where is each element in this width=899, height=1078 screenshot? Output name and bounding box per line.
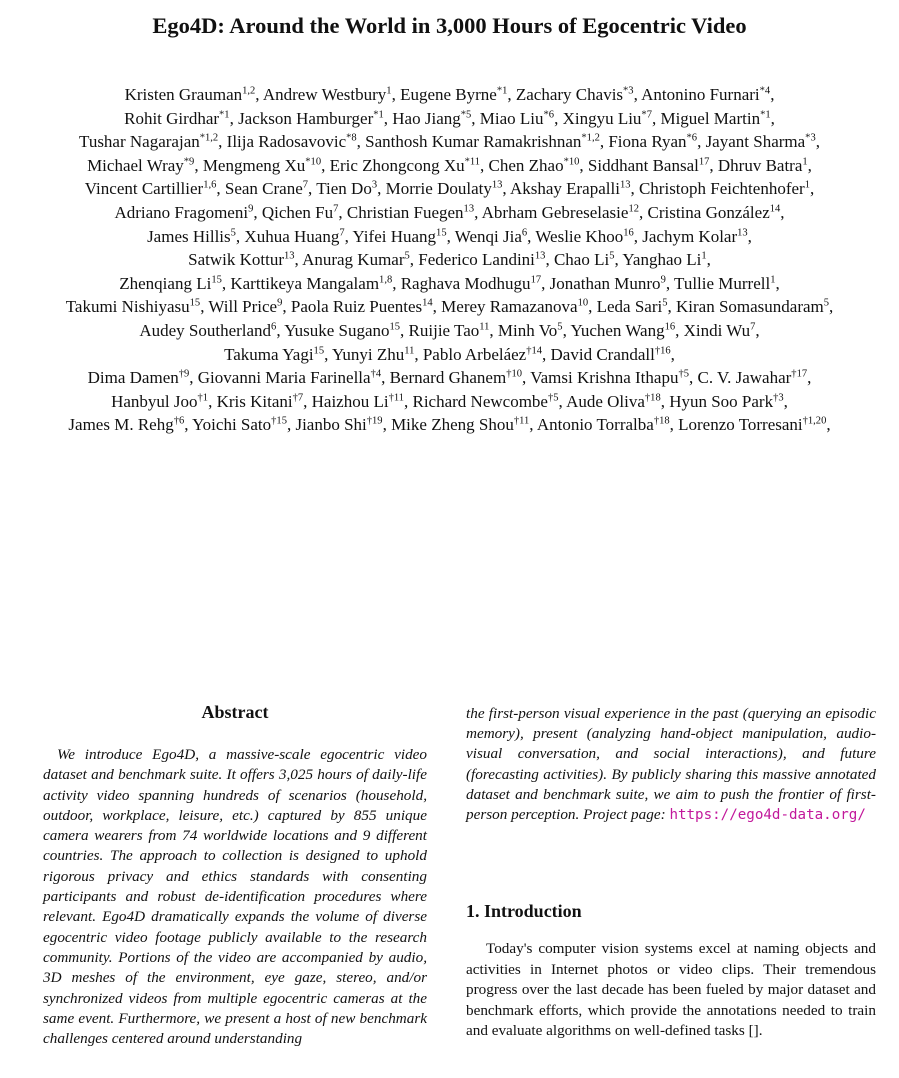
author-name: Kris Kitani$^{\dagger 7}$ — [216, 391, 304, 411]
author-line: Takuma Yagi$^{15}$, Yunyi Zhu$^{11}$, Pablo Arbeláez$^{\dagger 14}$, David Crandall$^{\dagger 16}$, — [224, 344, 675, 364]
author-name: Dima Damen$^{\dagger 9}$ — [87, 368, 190, 388]
author-affiliation-mark: †3 — [773, 392, 784, 404]
author-affiliation-mark: *1 — [373, 109, 384, 121]
abstract-continuation — [466, 704, 876, 825]
author-line: Takumi Nishiyasu$^{15}$, Will Price$^9$, Paola Ruiz Puentes$^{14}$, Merey Ramazanova$^{10}$, Leda Sari$^5$, Kiran Somasundaram$^5$, — [65, 297, 834, 317]
author-affiliation-mark: †10 — [506, 368, 522, 380]
author-affiliation-mark: *1 — [760, 109, 771, 121]
author-name: Zachary Chavis$^{*3}$ — [515, 85, 634, 104]
author-name: Yunyi Zhu$^{11}$ — [331, 344, 415, 364]
author-line: Tushar Nagarajan$^{*1,2}$, Ilija Radosavovic$^{*8}$, Santhosh Kumar Ramakrishnan$^{*1,2}$, Fiona Ryan$^{*6}$, Jayant Sharma$^{*3}$, — [79, 132, 820, 152]
author-name: Mike Zheng Shou$^{\dagger 11}$ — [391, 415, 530, 435]
author-name: Will Price$^9$ — [208, 297, 283, 317]
author-name: Rohit Girdhar$^{*1}$ — [124, 108, 230, 128]
author-line: Audey Southerland$^6$, Yusuke Sugano$^{15}$, Ruijie Tao$^{11}$, Minh Vo$^5$, Yuchen Wang$^{16}$, Xindi Wu$^7$, — [139, 320, 760, 340]
author-line: Adriano Fragomeni$^9$, Qichen Fu$^7$, Christian Fuegen$^{13}$, Abrham Gebreselasie$^{12}$, Cristina González$^{14}$, — [114, 202, 785, 222]
author-name: Richard Newcombe$^{\dagger 5}$ — [412, 391, 559, 411]
author-affiliation-mark: 11 — [404, 345, 415, 356]
author-affiliation-mark: 1 — [386, 85, 392, 97]
author-affiliation-mark: †14 — [526, 345, 543, 356]
author-name: Siddhant Bansal$^{17}$ — [587, 155, 710, 175]
author-affiliation-mark: †11 — [513, 415, 530, 427]
author-name: Miguel Martin$^{*1}$ — [660, 108, 771, 128]
author-affiliation-mark: 6 — [521, 227, 528, 239]
author-affiliation-mark: †1,20 — [802, 415, 827, 427]
author-affiliation-mark: *4 — [759, 85, 771, 97]
author-line: James Hillis$^5$, Xuhua Huang$^7$, Yifei Huang$^{15}$, Wenqi Jia$^6$, Weslie Khoo$^{16}$, Jachym Kolar$^{13}$, — [147, 226, 752, 246]
author-affiliation-mark: 1,6 — [203, 179, 217, 191]
author-affiliation-mark: 15 — [313, 345, 325, 356]
author-affiliation-mark: 14 — [422, 297, 433, 309]
author-affiliation-mark: †4 — [370, 368, 382, 380]
author-name: Jayant Sharma$^{*3}$ — [705, 132, 816, 152]
author-affiliation-mark: 6 — [271, 321, 277, 333]
author-name: Jonathan Munro$^9$ — [549, 273, 666, 293]
author-affiliation-mark: 7 — [333, 203, 339, 215]
author-name: Weslie Khoo$^{16}$ — [535, 226, 634, 246]
author-name: Yuchen Wang$^{16}$ — [570, 320, 676, 340]
author-name: Sean Crane$^7$ — [224, 179, 309, 199]
author-affiliation-mark: †19 — [366, 415, 383, 427]
author-affiliation-mark: †18 — [644, 392, 661, 404]
author-affiliation-mark: †11 — [388, 392, 404, 404]
author-name: C. V. Jawahar$^{\dagger 17}$ — [697, 368, 808, 388]
abstract-text-right-body: the first-person visual experience in the past (querying an episodic memory), present (analyzing hand-object manipulation, audio-visual conversation, and social interactions), and future (forecasting activities). By publicly sharing this massive annotated dataset and benchmark suite, we aim to push the frontier of first-person perception. Project page: — [466, 705, 876, 824]
author-affiliation-mark: †7 — [292, 392, 304, 404]
author-affiliation-mark: 5 — [557, 321, 563, 333]
author-affiliation-mark: †18 — [653, 415, 670, 427]
author-affiliation-mark: 5 — [230, 227, 236, 239]
introduction-body: Today's computer vision systems excel at naming objects and activities in Internet photos or video clips. Their tremendous progress over the last decade has been fueled by major dataset and benchmark efforts, which provide the annotations needed to train and evaluate algorithms on well-defined tasks — [466, 940, 876, 1040]
author-name: Leda Sari$^5$ — [596, 297, 668, 317]
author-name: Paola Ruiz Puentes$^{14}$ — [290, 297, 433, 317]
author-name: Antonio Torralba$^{\dagger 18}$ — [536, 415, 670, 435]
abstract-column — [43, 702, 427, 1049]
author-line: Satwik Kottur$^{13}$, Anurag Kumar$^5$, Federico Landini$^{13}$, Chao Li$^5$, Yanghao Li$^1$, — [188, 250, 711, 270]
author-name: Andrew Westbury$^1$ — [262, 85, 392, 104]
author-name: Takumi Nishiyasu$^{15}$ — [65, 297, 201, 317]
author-name: Karttikeya Mangalam$^{1,8}$ — [230, 273, 393, 293]
author-affiliation-mark: 7 — [339, 227, 345, 239]
author-name: Adriano Fragomeni$^9$ — [114, 202, 254, 222]
author-affiliation-mark: 1 — [802, 156, 808, 168]
author-name: Xuhua Huang$^7$ — [244, 226, 345, 246]
author-affiliation-mark: †1 — [197, 392, 209, 404]
author-affiliation-mark: *9 — [183, 156, 195, 168]
author-name: Lorenzo Torresani$^{\dagger 1,20}$ — [678, 415, 827, 435]
author-name: Vamsi Krishna Ithapu$^{\dagger 5}$ — [530, 368, 689, 388]
author-affiliation-mark: 3 — [371, 179, 378, 191]
author-line: Rohit Girdhar$^{*1}$, Jackson Hamburger$^{*1}$, Hao Jiang$^{*5}$, Miao Liu$^{*6}$, Xingyu Liu$^{*7}$, Miguel Martin$^{*1}$, — [124, 108, 775, 128]
author-affiliation-mark: 5 — [662, 297, 668, 309]
author-name: Ruijie Tao$^{11}$ — [408, 320, 490, 340]
author-name: Mengmeng Xu$^{*10}$ — [202, 155, 322, 175]
author-affiliation-mark: 13 — [463, 203, 475, 215]
author-affiliation-mark: *6 — [686, 132, 698, 144]
author-name: Ilija Radosavovic$^{*8}$ — [226, 132, 357, 152]
author-name: Takuma Yagi$^{15}$ — [224, 344, 325, 364]
author-affiliation-mark: 7 — [750, 321, 756, 333]
paper-title: Ego4D: Around the World in 3,000 Hours of Egocentric Video — [152, 13, 747, 38]
author-affiliation-mark: 16 — [623, 227, 634, 239]
author-affiliation-mark: *6 — [543, 109, 555, 121]
author-name: Kiran Somasundaram$^5$ — [676, 297, 830, 317]
author-affiliation-mark: *5 — [460, 109, 472, 121]
author-affiliation-mark: 5 — [609, 250, 615, 262]
author-name: Morrie Doulaty$^{13}$ — [385, 179, 503, 199]
author-name: Giovanni Maria Farinella$^{\dagger 4}$ — [197, 368, 382, 388]
author-name: Tushar Nagarajan$^{*1,2}$ — [79, 132, 219, 152]
author-line: Kristen Grauman$^{1,2}$, Andrew Westbury$^1$, Eugene Byrne$^{*1}$, Zachary Chavis$^{*3}$, Antonino Furnari$^{*4}$, — [124, 85, 775, 104]
author-name: Zhenqiang Li$^{15}$ — [119, 273, 222, 293]
author-name: Merey Ramazanova$^{10}$ — [441, 297, 589, 317]
author-affiliation-mark: 17 — [698, 156, 710, 168]
author-affiliation-mark: †15 — [271, 415, 287, 427]
author-name: Wenqi Jia$^6$ — [454, 226, 528, 246]
author-name: Akshay Erapalli$^{13}$ — [509, 179, 631, 199]
author-affiliation-mark: †6 — [173, 415, 185, 427]
author-affiliation-mark: †9 — [178, 368, 190, 380]
author-affiliation-mark: 13 — [283, 250, 295, 262]
author-affiliation-mark: *3 — [805, 132, 816, 144]
author-name: Bernard Ghanem$^{\dagger 10}$ — [389, 368, 522, 388]
author-name: Satwik Kottur$^{13}$ — [188, 250, 295, 270]
author-name: Miao Liu$^{*6}$ — [479, 108, 555, 128]
author-name: David Crandall$^{\dagger 16}$ — [550, 344, 671, 364]
author-name: Eugene Byrne$^{*1}$ — [400, 85, 508, 104]
author-affiliation-mark: *1,2 — [581, 132, 600, 144]
author-name: Chen Zhao$^{*10}$ — [488, 155, 580, 175]
author-name: Aude Oliva$^{\dagger 18}$ — [566, 391, 661, 411]
author-line: Dima Damen$^{\dagger 9}$, Giovanni Maria Farinella$^{\dagger 4}$, Bernard Ghanem$^{\dagger 10}$, Vamsi Krishna Ithapu$^{\dagger 5}$, C. V. Jawahar$^{\dagger 17}$, — [87, 368, 812, 388]
author-name: Kristen Grauman$^{1,2}$ — [124, 85, 256, 104]
author-affiliation-mark: *10 — [305, 156, 322, 168]
author-name: Santhosh Kumar Ramakrishnan$^{*1,2}$ — [365, 132, 600, 152]
author-name: Federico Landini$^{13}$ — [418, 250, 546, 270]
author-affiliation-mark: *1,2 — [199, 132, 219, 144]
author-name: Anurag Kumar$^5$ — [302, 250, 410, 270]
author-affiliation-mark: 9 — [277, 297, 283, 309]
author-affiliation-mark: 1,8 — [379, 274, 393, 286]
author-affiliation-mark: 9 — [248, 203, 254, 215]
author-name: Minh Vo$^5$ — [497, 320, 563, 340]
author-affiliation-mark: 1 — [701, 250, 707, 262]
author-name: Chao Li$^5$ — [553, 250, 615, 270]
author-name: Pablo Arbeláez$^{\dagger 14}$ — [422, 344, 543, 364]
author-name: Michael Wray$^{*9}$ — [87, 155, 195, 175]
author-name: Xingyu Liu$^{*7}$ — [562, 108, 652, 128]
author-line: Zhenqiang Li$^{15}$, Karttikeya Mangalam$^{1,8}$, Raghava Modhugu$^{17}$, Jonathan Munro$^9$, Tullie Murrell$^1$, — [119, 273, 780, 293]
abstract-text-right — [466, 704, 876, 825]
author-name: Yusuke Sugano$^{15}$ — [284, 320, 401, 340]
author-name: Cristina González$^{14}$ — [647, 202, 781, 222]
author-affiliation-mark: 7 — [302, 179, 309, 191]
author-affiliation-mark: 15 — [211, 274, 222, 286]
author-affiliation-mark: *10 — [563, 156, 580, 168]
author-affiliation-mark: 1,2 — [242, 85, 256, 97]
author-affiliation-mark: 13 — [737, 227, 748, 239]
author-affiliation-mark: *3 — [623, 85, 634, 97]
author-name: James M. Rehg$^{\dagger 6}$ — [68, 415, 185, 435]
author-name: Hyun Soo Park$^{\dagger 3}$ — [669, 391, 784, 411]
author-name: Hao Jiang$^{*5}$ — [392, 108, 472, 128]
introduction-heading: 1. Introduction — [466, 901, 582, 921]
author-name: Xindi Wu$^7$ — [683, 320, 756, 340]
author-affiliation-mark: †5 — [547, 392, 559, 404]
author-affiliation-mark: *1 — [496, 85, 508, 97]
author-line: Vincent Cartillier$^{1,6}$, Sean Crane$^7$, Tien Do$^3$, Morrie Doulaty$^{13}$, Akshay Erapalli$^{13}$, Christoph Feichtenhofer$^1$, — [84, 179, 815, 199]
author-affiliation-mark: †16 — [654, 345, 671, 356]
author-affiliation-mark: 9 — [660, 274, 666, 286]
author-affiliation-mark: †5 — [678, 368, 689, 380]
author-affiliation-mark: *8 — [346, 132, 357, 144]
author-affiliation-mark: 1 — [804, 179, 810, 191]
author-affiliation-mark: 12 — [628, 203, 639, 215]
author-name: James Hillis$^5$ — [147, 226, 236, 246]
author-name: Vincent Cartillier$^{1,6}$ — [84, 179, 217, 199]
author-name: Yifei Huang$^{15}$ — [352, 226, 447, 246]
author-name: Jianbo Shi$^{\dagger 19}$ — [295, 415, 383, 435]
author-name: Christian Fuegen$^{13}$ — [346, 202, 475, 222]
author-affiliation-mark: 5 — [823, 297, 830, 309]
author-name: Yoichi Sato$^{\dagger 15}$ — [192, 415, 287, 435]
author-name: Tien Do$^3$ — [316, 179, 378, 199]
author-name: Jackson Hamburger$^{*1}$ — [238, 108, 384, 128]
author-name: Christoph Feichtenhofer$^1$ — [638, 179, 810, 199]
author-name: Antonino Furnari$^{*4}$ — [641, 85, 771, 104]
author-affiliation-mark: 13 — [534, 250, 546, 262]
author-affiliation-mark: 13 — [619, 179, 631, 191]
abstract-heading: Abstract — [201, 702, 269, 722]
author-line: Hanbyul Joo$^{\dagger 1}$, Kris Kitani$^{\dagger 7}$, Haizhou Li$^{\dagger 11}$, Richard Newcombe$^{\dagger 5}$, Aude Oliva$^{\dagger 18}$, Hyun Soo Park$^{\dagger 3}$, — [111, 391, 788, 411]
author-affiliation-mark: 10 — [577, 297, 589, 309]
abstract-text-left: We introduce Ego4D, a massive-scale egocentric video dataset and benchmark suite. It offers 3,025 hours of daily-life activity video spanning hundreds of scenarios (household, outdoor, workplace, leisure, etc.) captured by 855 unique camera wearers from 74 worldwide locations and 9 different countries. The approach to collection is designed to uphold rigorous privacy and ethics standards with consenting participants and robust de-identification procedures where relevant. Ego4D dramatically expands the volume of diverse egocentric video footage publicly available to the research community. Portions of the video are accompanied by audio, 3D meshes of the environment, eye gaze, stereo, and/or synchronized videos from multiple egocentric cameras at the same event. Furthermore, we present a host of new benchmark challenges centered around understanding — [43, 746, 427, 1048]
author-name: Jachym Kolar$^{13}$ — [642, 226, 748, 246]
author-name: Hanbyul Joo$^{\dagger 1}$ — [111, 391, 209, 411]
author-affiliation-mark: 11 — [479, 321, 490, 333]
author-affiliation-mark: *1 — [219, 109, 230, 121]
author-line: James M. Rehg$^{\dagger 6}$, Yoichi Sato$^{\dagger 15}$, Jianbo Shi$^{\dagger 19}$, Mike Zheng Shou$^{\dagger 11}$, Antonio Torralba$^{\dagger 18}$, Lorenzo Torresani$^{\dagger 1,20}$, — [68, 415, 831, 435]
author-affiliation-mark: *7 — [641, 109, 652, 121]
author-name: Yanghao Li$^1$ — [622, 250, 707, 270]
author-name: Dhruv Batra$^1$ — [717, 155, 808, 175]
author-affiliation-mark: 13 — [491, 179, 503, 191]
author-affiliation-mark: *11 — [464, 156, 481, 168]
author-name: Eric Zhongcong Xu$^{*11}$ — [329, 155, 481, 175]
author-affiliation-mark: 17 — [530, 274, 542, 286]
author-name: Abrham Gebreselasie$^{12}$ — [481, 202, 639, 222]
author-name: Fiona Ryan$^{*6}$ — [608, 132, 698, 152]
author-affiliation-mark: 1 — [770, 274, 776, 286]
author-affiliation-mark: †17 — [791, 368, 808, 380]
author-affiliation-mark: 16 — [664, 321, 676, 333]
author-line: Michael Wray$^{*9}$, Mengmeng Xu$^{*10}$, Eric Zhongcong Xu$^{*11}$, Chen Zhao$^{*10}$, Siddhant Bansal$^{17}$, Dhruv Batra$^1$, — [87, 155, 812, 175]
project-page-link[interactable]: https://ego4d-data.org/ — [669, 807, 866, 824]
author-name: Haizhou Li$^{\dagger 11}$ — [311, 391, 404, 411]
author-affiliation-mark: 15 — [436, 227, 447, 239]
author-name: Tullie Murrell$^1$ — [674, 273, 776, 293]
author-affiliation-mark: 5 — [404, 250, 410, 262]
author-name: Audey Southerland$^6$ — [139, 320, 277, 340]
author-list — [20, 83, 879, 437]
author-name: Raghava Modhugu$^{17}$ — [400, 273, 542, 293]
author-affiliation-mark: 14 — [769, 203, 781, 215]
author-affiliation-mark: 15 — [389, 321, 401, 333]
author-name: Qichen Fu$^7$ — [261, 202, 339, 222]
introduction-text: Today's computer vision systems excel at naming objects and activities in Internet photos or video clips. Their tremendous progress over the last decade has been fueled by major dataset and benchmark efforts, which provide the annotations needed to train and evaluate algorithms on well-defined tasks []. — [466, 940, 876, 1040]
author-affiliation-mark: 15 — [189, 297, 201, 309]
